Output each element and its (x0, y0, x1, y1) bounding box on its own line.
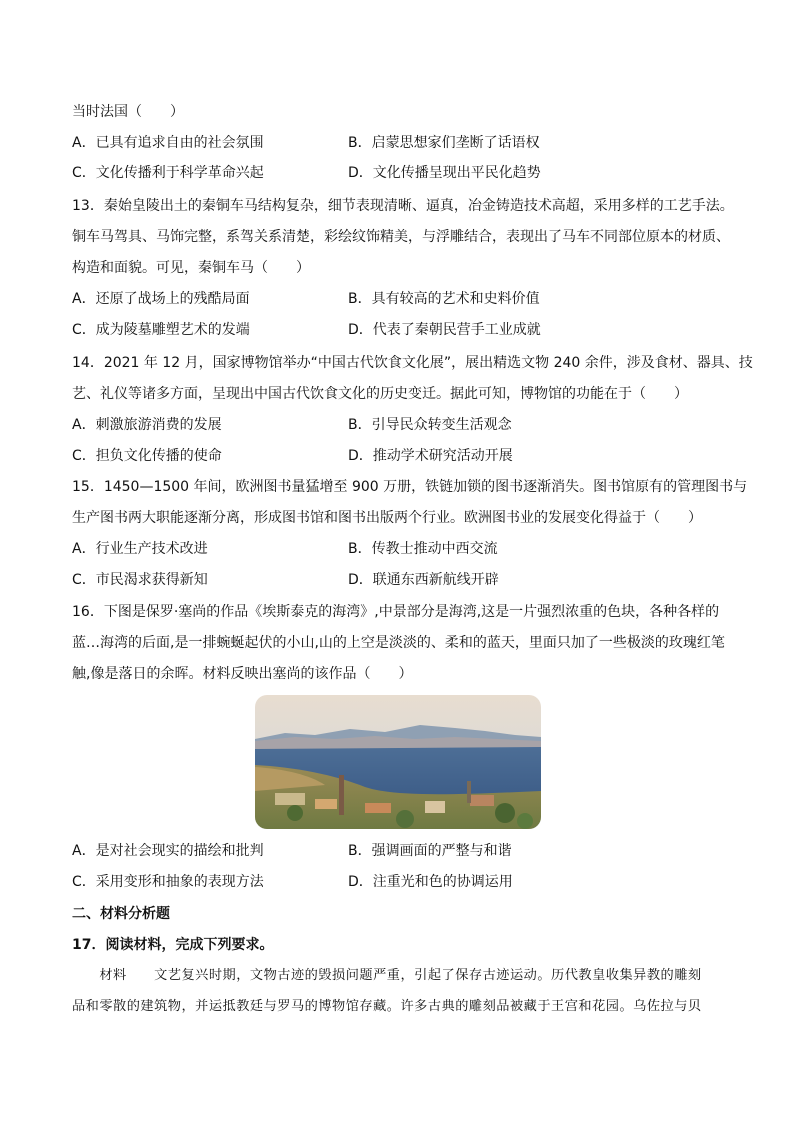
cezanne-bay-of-estaque-painting (255, 695, 541, 829)
q16-stem-line1: 16．下图是保罗·塞尚的作品《埃斯泰克的海湾》,中景部分是海湾,这是一片强烈浓重的色块，各种各样的 (72, 604, 720, 620)
q14-stem-line2: 艺、礼仪等诸多方面，呈现出中国古代饮食文化的历史变迁。据此可知，博物馆的功能在于（ ） (72, 386, 688, 402)
q14-option-a[interactable]: A．刺激旅游消费的发展 (72, 417, 222, 433)
q13-option-d[interactable]: D．代表了秦朝民营手工业成就 (348, 322, 541, 338)
q15-option-c[interactable]: C．市民渴求获得新知 (72, 572, 208, 588)
q15-option-b[interactable]: B．传教士推动中西交流 (348, 541, 498, 557)
q13-stem-line3: 构造和面貌。可见，秦铜车马（ ） (72, 260, 310, 276)
q13-option-a[interactable]: A．还原了战场上的残酷局面 (72, 291, 250, 307)
q16-stem-line2: 蓝…海湾的后面,是一排蜿蜒起伏的小山,山的上空是淡淡的、柔和的蓝天，里面只加了一些极淡的玫瑰红笔 (72, 635, 725, 651)
q16-option-b[interactable]: B．强调画面的严整与和谐 (348, 843, 512, 859)
q13-option-c[interactable]: C．成为陵墓雕塑艺术的发端 (72, 322, 250, 338)
q16-option-d[interactable]: D．注重光和色的协调运用 (348, 874, 513, 890)
q15-option-a[interactable]: A．行业生产技术改进 (72, 541, 208, 557)
q17-material-line1: 材料 文艺复兴时期，文物古迹的毁损问题严重，引起了保存古迹运动。历代教皇收集异教的雕刻 (72, 968, 702, 983)
q15-option-d[interactable]: D．联通东西新航线开辟 (348, 572, 499, 588)
q16-stem-line3: 触,像是落日的余晖。材料反映出塞尚的该作品（ ） (72, 666, 413, 682)
q13-option-b[interactable]: B．具有较高的艺术和史料价值 (348, 291, 540, 307)
q17-material-line2: 品和零散的建筑物，并运抵教廷与罗马的博物馆存藏。许多古典的雕刻品被藏于王宫和花园。乌佐拉与贝 (72, 999, 702, 1014)
q16-option-a[interactable]: A．是对社会现实的描绘和批判 (72, 843, 264, 859)
q15-stem-line2: 生产图书两大职能逐渐分离，形成图书馆和图书出版两个行业。欧洲图书业的发展变化得益于（ ） (72, 510, 702, 526)
q12-option-d[interactable]: D．文化传播呈现出平民化趋势 (348, 165, 541, 181)
q13-stem-line1: 13．秦始皇陵出土的秦铜车马结构复杂，细节表现清晰、逼真，冶金铸造技术高超，采用多样的工艺手法。 (72, 198, 734, 214)
q12-option-b[interactable]: B．启蒙思想家们垄断了话语权 (348, 135, 540, 151)
q15-stem-line1: 15．1450—1500 年间，欧洲图书量猛增至 900 万册，铁链加锁的图书逐渐消失。图书馆原有的管理图书与 (72, 479, 748, 495)
q12-stem-tail: 当时法国（ ） (72, 104, 184, 120)
q14-option-c[interactable]: C．担负文化传播的使命 (72, 448, 222, 464)
q16-option-c[interactable]: C．采用变形和抽象的表现方法 (72, 874, 264, 890)
q14-stem-line1: 14．2021 年 12 月，国家博物馆举办“中国古代饮食文化展”，展出精选文物 240 余件，涉及食材、器具、技 (72, 355, 753, 371)
q12-option-a[interactable]: A．已具有追求自由的社会氛围 (72, 135, 264, 151)
q12-option-c[interactable]: C．文化传播利于科学革命兴起 (72, 165, 264, 181)
q14-option-d[interactable]: D．推动学术研究活动开展 (348, 448, 513, 464)
section-heading: 二、材料分析题 (72, 906, 170, 922)
q14-option-b[interactable]: B．引导民众转变生活观念 (348, 417, 512, 433)
q13-stem-line2: 铜车马驾具、马饰完整，系驾关系清楚，彩绘纹饰精美，与浮雕结合，表现出了马车不同部位原本的材质、 (72, 229, 730, 245)
q17-title: 17．阅读材料，完成下列要求。 (72, 937, 274, 953)
